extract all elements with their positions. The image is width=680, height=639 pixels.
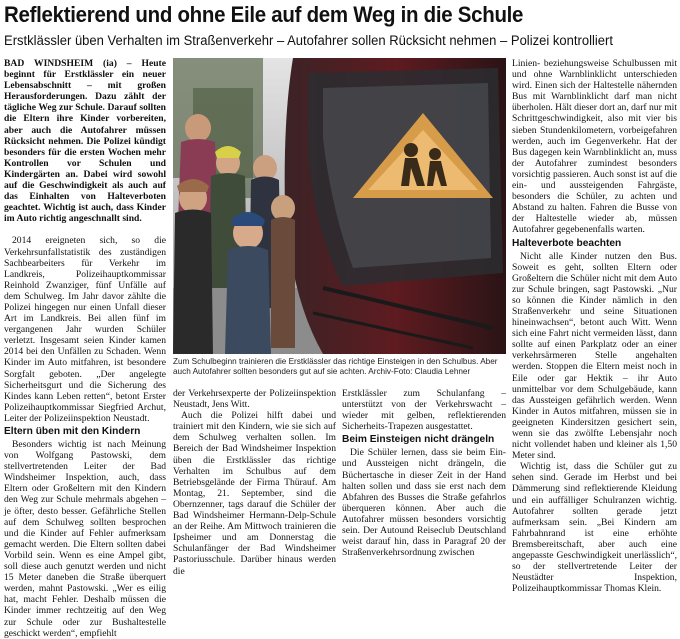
article-photo bbox=[173, 58, 506, 354]
body-paragraph: Nicht alle Kinder nutzen den Bus. Soweit es geht, sollten Eltern oder Großeltern die Schüler nicht mit dem Auto zur Schule bringen, sagt Pastowski. „Nur so können die Kinder nämlich in den Straßenverkehr und seine Situationen hineinwachsen“, betont auch Witt. Wenn sich eine Fahrt nicht vermeiden lässt, dann sollte auf einen Parkplatz oder an einer verkehrsärmeren Stelle angehalten werden. Stoppen die Eltern meist noch in Eile oder gar Hektik – ihr Auto unmittelbar vor dem Schulgebäude, kann das Aussteigen gefährlich werden. Wenn Kinder in Autos mitfahren, müssen sie in geeigneten Kindersitzen gesichert sein, wenn sie das zwölfte Lebensjahr noch nicht vollendet haben und kleiner als 1,50 Meter sind. bbox=[512, 250, 677, 462]
body-paragraph: Auch die Polizei hilft dabei und trainiert mit den Kindern, wie sie sich auf dem Schulweg verhalten sollen. Im Bereich der Bad Windsheimer Inspektion üben die Erstklässler das richtige Verhalten im Schulbus auf dem Betriebsgelände der Firma Thürauf. Am Montag, 21. September, sind die Obernzenner, tags darauf die Schüler der Bad Windsheimer Hermann-Delp-Schule an der Reihe. Am Mittwoch trainieren die Ipsheimer und am Donnerstag die Schulanfänger der Bad Windsheimer Pastoriusschule. Darüber hinaus werden die bbox=[173, 410, 336, 577]
body-paragraph: Linien- beziehungsweise Schulbussen mit und ohne Warnblinklicht unterschieden wird. Einen sich der Haltestelle nähernden Bus mit Warnblinklicht darf man nicht überholen. Hält dieser dort an, darf nur mit Schrittgeschwindigkeit, also mit vier bis sieben Stundenkilometern, vorbeigefahren werden, auch im Gegenverkehr. Hat der Bus dagegen kein Warnblinklicht an, muss der Autofahrer zumindest besonders vorsichtig passieren. Auch sonst ist auf die ein- und aussteigenden Fahrgäste, besonders die Schüler, zu achten und Abstand zu halten. Fahren die Busse von der Haltestelle wieder ab, müssen Autofahrer gegebenenfalls warten. bbox=[512, 58, 677, 236]
article-column-4 bbox=[512, 58, 677, 595]
subheading: Eltern üben mit den Kindern bbox=[4, 426, 141, 437]
photo-illustration bbox=[173, 58, 506, 354]
body-paragraph: Besonders wichtig ist nach Meinung von Wolfgang Pastowski, dem stellvertretenden Leiter der Bad Windsheimer Inspektion, auch, dass Eltern oder Großeltern mit den Kindern den Weg zur Schule mehrmals abgehen – je öfter, desto besser. Gefährliche Stellen auf dem Schulweg sollten besprochen und die Kinder auf Fehler aufmerksam gemacht werden. Die Eltern sollten dabei Vorbild sein. Wenn es eine Ampel gibt, soll diese auch genutzt werden und nicht 15 Meter daneben die Straße überquert werden, mahnt Pastowski. „Wer es eilig hat, macht Fehler. Deshalb müssen die Kinder immer rechtzeitig auf den Weg zur Schule oder zur Bushaltestelle geschickt werden“, empfiehlt bbox=[4, 439, 166, 639]
body-paragraph: 2014 ereigneten sich, so die Verkehrsunfallstatistik des zuständigen Sachbearbeiters für Verkehr im Landkreis, Polizeihauptkommissar Reinhold Zwanziger, fünf Unfälle auf dem Schulweg. Im Jahr davor zählte die Polizei hingegen nur einen Unfall dieser Art im Landkreis. Bei allen fünf im vergangenen Jahr wurden Schüler verletzt. Insgesamt seien Kinder kamen 2014 bei den Unfällen zu Schaden. Wenn Kinder im Auto mitfahren, ist besondere Sorgfalt geboten. „Der angelegte Sicherheitsgurt und die Sicherung des Kindes kann Leben retten“, betont Erster Polizeihauptkommissar Siegfried Archut, Leiter der Polizeiinspektion Neustadt. bbox=[4, 235, 166, 424]
lead-paragraph: BAD WINDSHEIM (ia) – Heute beginnt für Erstklässler ein neuer Lebensabschnitt – mit großen Herausforderungen. Dazu zählt der tägliche Weg zur Schule. Darauf sollten die Eltern ihre Kinder vorbereiten, aber auch die Autofahrer müssen Rücksicht nehmen. Die Polizei kündigt besonders für die ersten Wochen mehr Kontrollen vor Schulen und Kindergärten an. Dabei wird sowohl auf die Geschwindigkeit als auch auf das Einhalten von Halteverboten geachtet. Wichtig ist auch, dass Kinder im Auto richtig angeschnallt sind. bbox=[4, 58, 166, 225]
headline: Reflektierend und ohne Eile auf dem Weg in die Schule bbox=[4, 2, 524, 27]
article-column-2 bbox=[173, 388, 336, 577]
body-paragraph: Erstklässler zum Schulanfang – unterstützt von der Verkehrswacht – wieder mit gelben, reflektierenden Sicherheits-Trapezen ausgestattet. bbox=[342, 388, 506, 433]
article-column-3 bbox=[342, 388, 506, 559]
body-paragraph: Wichtig ist, dass die Schüler gut zu sehen sind. Gerade im Herbst und bei Dämmerung sind reflektierende Kleidung und ein auffälliger Schulranzen wichtig. Autofahrer sollten gerade jetzt aufmerksam sein. „Bei Kindern am Fahrbahnrand ist eine erhöhte Bremsbereitschaft, aber auch eine angepasste Geschwindigkeit unerlässlich“, so der stellvertretende Leiter der Neustädter Inspektion, Polizeihauptkommissar Thomas Klein. bbox=[512, 461, 677, 595]
subheading: Beim Einsteigen nicht drängeln bbox=[342, 434, 495, 446]
article-column-1 bbox=[4, 58, 166, 639]
body-paragraph: Die Schüler lernen, dass sie beim Ein- und Aussteigen nicht drängeln, die Büchertasche in dieser Zeit in der Hand halten sollen und dass sie erst nach dem Abfahren des Busses die Straße gefahrlos überqueren können. Aber auch die Autofahrer müssen besonders vorsichtig sein. Der Autound Reiseclub Deutschland weist darauf hin, dass in Paragraf 20 der Straßenverkehrsordnung zwischen bbox=[342, 447, 506, 559]
subheading: Halteverbote beachten bbox=[512, 237, 622, 249]
body-paragraph: der Verkehrsexperte der Polizeiinspektion Neustadt, Jens Witt. bbox=[173, 388, 336, 411]
photo-caption: Zum Schulbeginn trainieren die Erstklässler das richtige Einsteigen in den Schulbus. Aber auch Autofahrer sollten besonders gut auf sie achten. Archiv-Foto: Claudia Lehner bbox=[173, 357, 498, 376]
subheadline: Erstklässler üben Verhalten im Straßenverkehr – Autofahrer sollen Rücksicht nehmen – Polizei kontrolliert bbox=[4, 33, 613, 48]
